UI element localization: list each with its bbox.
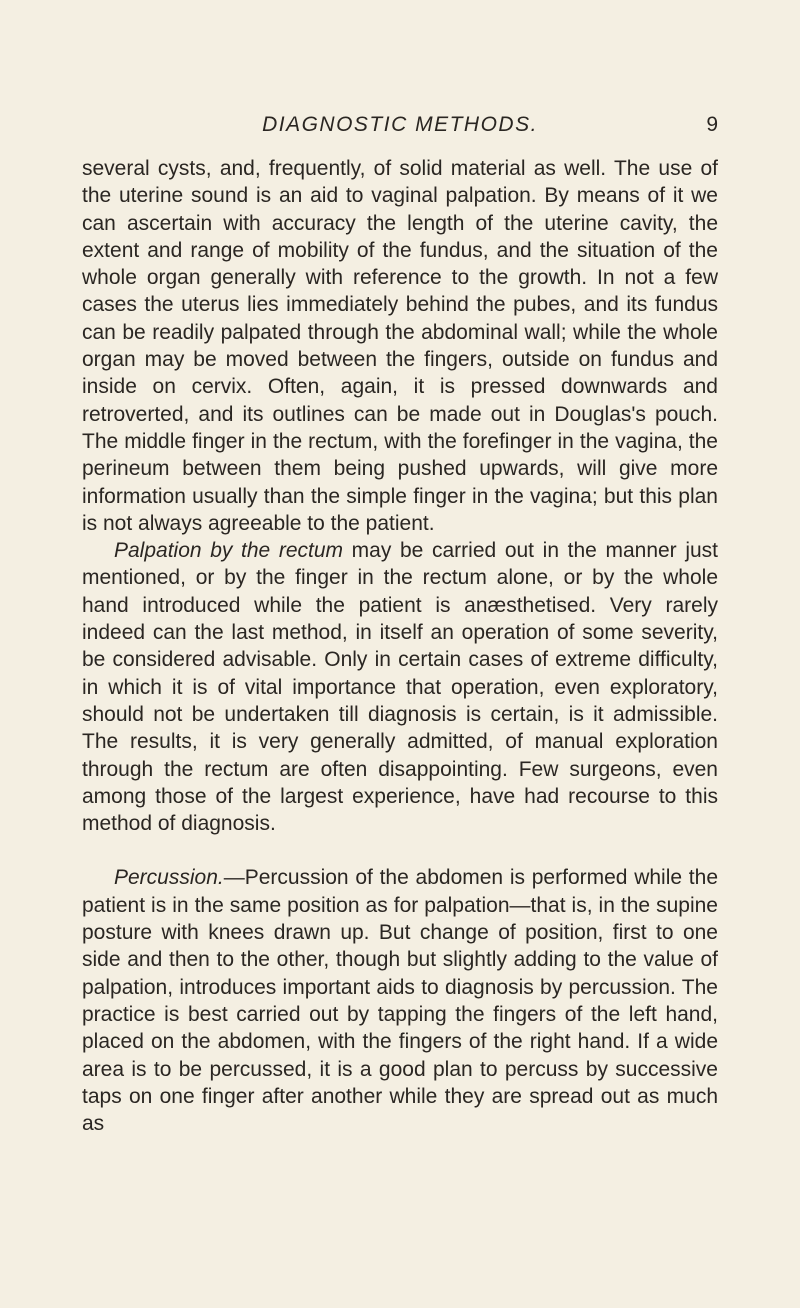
paragraph-lead: Percussion. bbox=[114, 866, 224, 890]
paragraph-text: may be carried out in the manner just mentioned, or by the finger in the rectum alone, or by the whole hand introduced while the patient is anæsthetised. Very rarely indeed can the last method, in itself an operation of some severity, be considered advisable. Only in certain cases of extreme difficulty, in which it is of vital importance that operation, even exploratory, should not be undertaken till diagnosis is certain, is it admissible. The results, it is very generally admitted, of manual exploration through the rectum are often disappointing. Few surgeons, even among those of the largest experience, have had recourse to this method of diagnosis. bbox=[82, 539, 718, 836]
paragraph-text: —Percussion of the abdomen is performed while the patient is in the same position as for palpation—that is, in the supine posture with knees drawn up. But change of position, first to one side and then to the other, though but slightly adding to the value of palpation, introduces important aids to diagnosis by percussion. The practice is best carried out by tapping the fingers of the left hand, placed on the abdomen, with the fingers of the right hand. If a wide area is to be percussed, it is a good plan to percuss by successive taps on one finger after another while they are spread out as much as bbox=[82, 866, 718, 1136]
paragraph-uterine-sound bbox=[82, 155, 718, 537]
running-head bbox=[82, 110, 718, 140]
page-number: 9 bbox=[706, 113, 718, 136]
paragraph-percussion bbox=[82, 864, 718, 1137]
paragraph-text: several cysts, and, frequently, of solid material as well. The use of the uterine sound is an aid to vaginal palpation. By means of it we can ascertain with accuracy the length of the uterine cavity, the extent and range of mobility of the fundus, and the situation of the whole organ generally with reference to the growth. In not a few cases the uterus lies immediately behind the pubes, and its fundus can be readily palpated through the abdominal wall; while the whole organ may be moved between the fingers, outside on fundus and inside on cervix. Often, again, it is pressed downwards and retroverted, and its outlines can be made out in Douglas's pouch. The middle finger in the rectum, with the forefinger in the vagina, the perineum between them being pushed upwards, will give more information usually than the simple finger in the vagina; but this plan is not always agreeable to the patient. bbox=[82, 157, 718, 535]
running-title: DIAGNOSTIC METHODS. bbox=[262, 113, 538, 136]
body-text bbox=[82, 155, 718, 1137]
paragraph-rectal-palpation bbox=[82, 537, 718, 837]
paragraph-lead: Palpation by the rectum bbox=[114, 539, 344, 563]
